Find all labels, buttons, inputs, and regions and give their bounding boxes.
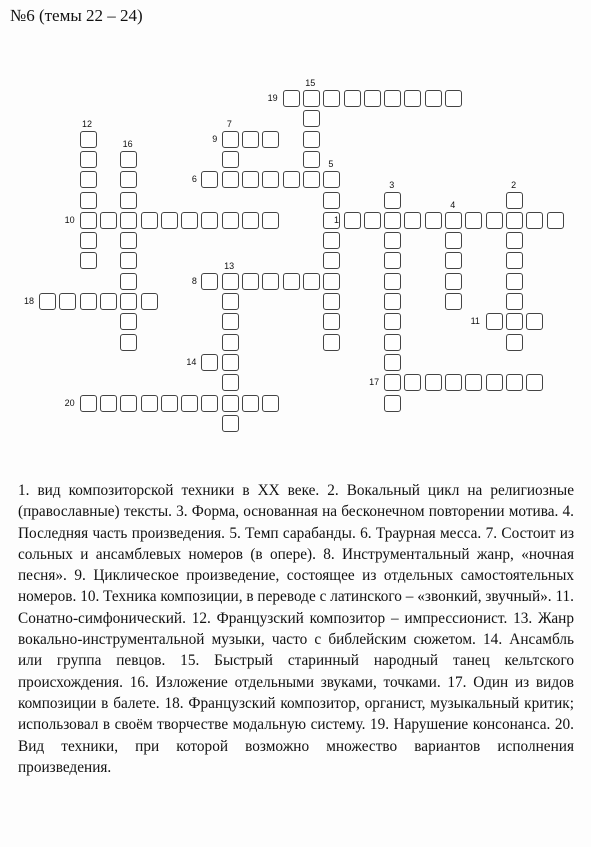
crossword-cell[interactable]: [506, 293, 523, 310]
crossword-cell[interactable]: [80, 293, 97, 310]
clue-number-17: 17: [369, 377, 380, 388]
crossword-cell[interactable]: [384, 395, 401, 412]
crossword-cell[interactable]: [80, 252, 97, 269]
crossword-cell[interactable]: [384, 273, 401, 290]
crossword-cell[interactable]: [201, 273, 218, 290]
crossword-cell[interactable]: [120, 232, 137, 249]
crossword-cell[interactable]: [445, 293, 462, 310]
crossword-cell[interactable]: [161, 212, 178, 229]
crossword-cell[interactable]: [506, 313, 523, 330]
crossword-cell[interactable]: [120, 192, 137, 209]
crossword-cell[interactable]: [506, 334, 523, 351]
crossword-cell[interactable]: [222, 131, 239, 148]
crossword-cell[interactable]: [445, 90, 462, 107]
crossword-cell[interactable]: [506, 232, 523, 249]
crossword-cell[interactable]: [141, 212, 158, 229]
crossword-cell[interactable]: [242, 212, 259, 229]
crossword-cell[interactable]: [445, 252, 462, 269]
crossword-cell[interactable]: [323, 171, 340, 188]
crossword-cell[interactable]: [222, 293, 239, 310]
crossword-cell[interactable]: [141, 293, 158, 310]
crossword-cell[interactable]: [80, 212, 97, 229]
crossword-cell[interactable]: [120, 273, 137, 290]
crossword-cell[interactable]: [222, 171, 239, 188]
crossword-cell[interactable]: [547, 212, 564, 229]
clues-text: 1. вид композиторской техники в XX веке. 2. Вокальный цикл на религиозные (православные) тексты. 3. Форма, основанная на бесконечном повторении мотива. 4. Последняя часть произведения. 5. Темп сарабанды. 6. Траурная месса. 7. Состоит из сольных и ансамблевых номеров (в опере). 8. Инструментальный жанр, «ночная песня». 9. Циклическое произведение, состоящее из отдельных самостоятельных номеров. 10. Техника композиции, в переводе с латинского – «звонкий, звучный». 11. Сонатно-симфонический. 12. Французский композитор – импрессионист. 13. Жанр вокально-инструментальной музыки, часто с библейским сюжетом. 14. Ансамбль или группа певцов. 15. Быстрый старинный народный танец кельтского происхождения. 16. Изложение отдельными звуками, точками. 17. Один из видов композиции в балете. 18. Французский композитор, органист, музыкальный критик; использовал в своём творчестве модальную систему. 19. Нарушение консонанса. 20. Вид техники, при которой возможно множество вариантов исполнения произведения.: [18, 482, 574, 776]
clue-number-13: 13: [224, 260, 235, 271]
crossword-cell[interactable]: [262, 171, 279, 188]
crossword-cell[interactable]: [80, 192, 97, 209]
crossword-cell[interactable]: [506, 212, 523, 229]
crossword-cell[interactable]: [100, 212, 117, 229]
crossword-cell[interactable]: [404, 90, 421, 107]
crossword-cell[interactable]: [262, 395, 279, 412]
crossword-cell[interactable]: [465, 212, 482, 229]
crossword-cell[interactable]: [201, 212, 218, 229]
crossword-cell[interactable]: [506, 374, 523, 391]
crossword-cell[interactable]: [222, 313, 239, 330]
crossword-cell[interactable]: [425, 212, 442, 229]
crossword-cell[interactable]: [141, 395, 158, 412]
crossword-cell[interactable]: [242, 395, 259, 412]
clue-number-10: 10: [64, 214, 75, 225]
crossword-cell[interactable]: [384, 192, 401, 209]
crossword-cell[interactable]: [201, 354, 218, 371]
crossword-cell[interactable]: [222, 273, 239, 290]
clue-number-20: 20: [64, 397, 75, 408]
crossword-cell[interactable]: [526, 313, 543, 330]
crossword-cell[interactable]: [506, 273, 523, 290]
crossword-cell[interactable]: [344, 212, 361, 229]
clue-number-5: 5: [328, 159, 334, 170]
page-title: №6 (темы 22 – 24): [10, 6, 143, 25]
crossword-cell[interactable]: [80, 131, 97, 148]
crossword-cell[interactable]: [262, 273, 279, 290]
crossword-cell[interactable]: [384, 334, 401, 351]
clue-number-1: 1: [334, 214, 340, 225]
crossword-cell[interactable]: [323, 232, 340, 249]
crossword-cell[interactable]: [283, 273, 300, 290]
clue-number-4: 4: [450, 199, 456, 210]
crossword-cell[interactable]: [222, 354, 239, 371]
crossword-cell[interactable]: [80, 171, 97, 188]
crossword-cell[interactable]: [526, 374, 543, 391]
crossword-cell[interactable]: [39, 293, 56, 310]
crossword-cell[interactable]: [323, 313, 340, 330]
crossword-cell[interactable]: [161, 395, 178, 412]
crossword-cell[interactable]: [120, 334, 137, 351]
crossword-cell[interactable]: [222, 374, 239, 391]
crossword-cell[interactable]: [262, 131, 279, 148]
clue-number-7: 7: [226, 118, 232, 129]
crossword-cell[interactable]: [59, 293, 76, 310]
crossword-cell[interactable]: [344, 90, 361, 107]
crossword-cell[interactable]: [222, 151, 239, 168]
crossword-cell[interactable]: [222, 334, 239, 351]
crossword-cell[interactable]: [303, 171, 320, 188]
crossword-cell[interactable]: [486, 313, 503, 330]
crossword-cell[interactable]: [242, 273, 259, 290]
crossword-cell[interactable]: [323, 334, 340, 351]
clue-number-14: 14: [186, 356, 197, 367]
crossword-cell[interactable]: [323, 90, 340, 107]
crossword-cell[interactable]: [323, 273, 340, 290]
crossword-cell[interactable]: [445, 374, 462, 391]
crossword-cell[interactable]: [384, 90, 401, 107]
crossword-cell[interactable]: [425, 374, 442, 391]
crossword-cell[interactable]: [120, 395, 137, 412]
clue-number-15: 15: [305, 78, 316, 88]
crossword-cell[interactable]: [100, 395, 117, 412]
crossword-cell[interactable]: [445, 232, 462, 249]
crossword-cell[interactable]: [303, 131, 320, 148]
crossword-cell[interactable]: [181, 212, 198, 229]
crossword-cell[interactable]: [404, 374, 421, 391]
crossword-cell[interactable]: [100, 293, 117, 310]
crossword-cell[interactable]: [384, 212, 401, 229]
crossword-cell[interactable]: [384, 293, 401, 310]
crossword-cell[interactable]: [303, 273, 320, 290]
crossword-cell[interactable]: [242, 131, 259, 148]
crossword-cell[interactable]: [506, 192, 523, 209]
clue-number-2: 2: [511, 179, 517, 190]
clue-number-11: 11: [470, 316, 480, 327]
crossword-cell[interactable]: [303, 151, 320, 168]
clue-number-16: 16: [122, 138, 133, 149]
crossword-cell[interactable]: [120, 293, 137, 310]
crossword-cell[interactable]: [222, 415, 239, 432]
crossword-cell[interactable]: [323, 293, 340, 310]
crossword-cell[interactable]: [80, 395, 97, 412]
crossword-cell[interactable]: [486, 374, 503, 391]
crossword-cell[interactable]: [384, 252, 401, 269]
clue-number-18: 18: [24, 296, 35, 306]
crossword-cell[interactable]: [486, 212, 503, 229]
clue-number-12: 12: [82, 118, 93, 129]
crossword-cell[interactable]: [242, 171, 259, 188]
crossword-cell[interactable]: [404, 212, 421, 229]
crossword-cell[interactable]: [384, 354, 401, 371]
crossword-cell[interactable]: [445, 212, 462, 229]
clue-number-9: 9: [212, 133, 218, 144]
crossword-cell[interactable]: [120, 212, 137, 229]
crossword-cell[interactable]: [303, 110, 320, 127]
crossword-cell[interactable]: [80, 151, 97, 168]
crossword-cell[interactable]: [506, 252, 523, 269]
crossword-cell[interactable]: [425, 90, 442, 107]
crossword-cell[interactable]: [323, 252, 340, 269]
crossword-cell[interactable]: [262, 212, 279, 229]
crossword-cell[interactable]: [384, 374, 401, 391]
crossword-cell[interactable]: [120, 171, 137, 188]
crossword-cell[interactable]: [283, 90, 300, 107]
crossword-cell[interactable]: [445, 273, 462, 290]
crossword-cell[interactable]: [201, 395, 218, 412]
crossword-cell[interactable]: [384, 232, 401, 249]
crossword-cell[interactable]: [384, 313, 401, 330]
clue-number-8: 8: [191, 275, 197, 286]
crossword-cell[interactable]: [120, 252, 137, 269]
crossword-cell[interactable]: [364, 90, 381, 107]
crossword-cell[interactable]: [201, 171, 218, 188]
crossword-cell[interactable]: [364, 212, 381, 229]
crossword-cell[interactable]: [465, 374, 482, 391]
crossword-cell[interactable]: [222, 395, 239, 412]
clue-number-19: 19: [267, 93, 278, 103]
crossword-cell[interactable]: [181, 395, 198, 412]
crossword-cell[interactable]: [120, 313, 137, 330]
crossword-cell[interactable]: [120, 151, 137, 168]
clue-number-3: 3: [389, 179, 395, 190]
crossword-cell[interactable]: [283, 171, 300, 188]
crossword-cell[interactable]: [80, 232, 97, 249]
clue-number-6: 6: [191, 174, 197, 185]
crossword-cell[interactable]: [526, 212, 543, 229]
crossword-cell[interactable]: [323, 192, 340, 209]
crossword-cell[interactable]: [222, 212, 239, 229]
crossword-cell[interactable]: [303, 90, 320, 107]
